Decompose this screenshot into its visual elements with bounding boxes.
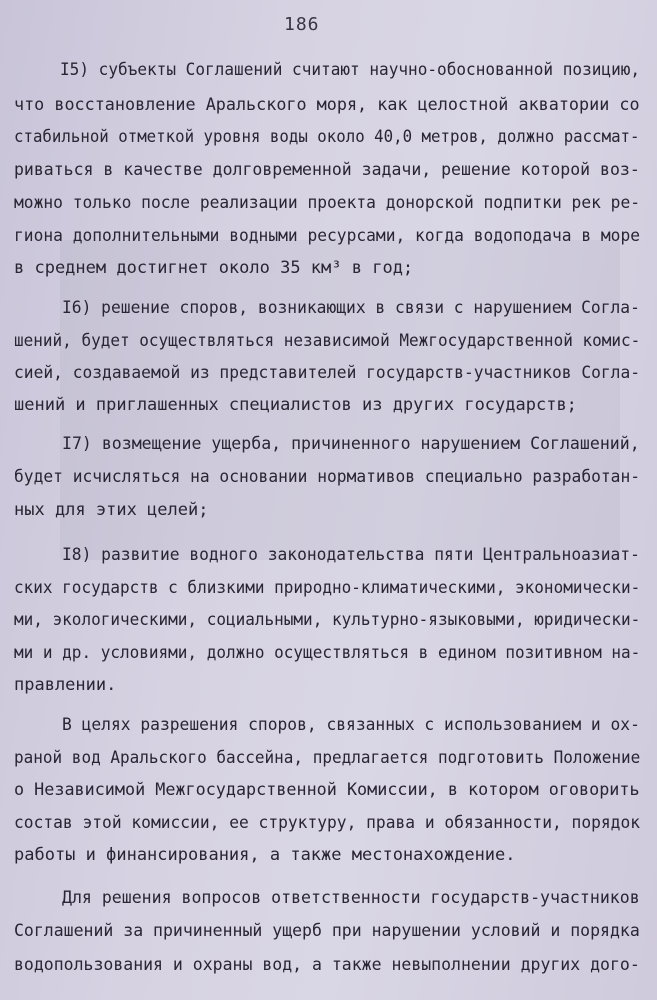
text-line: ских государств с близкими природно-климатическими, экономически- (14, 578, 641, 598)
text-line: I8) развитие водного законодательства пяти Центральноазиат- (62, 545, 640, 565)
text-line: водопользования и охраны вод, а также невыполнении других дого- (14, 955, 640, 975)
text-line: правлении. (14, 675, 117, 695)
text-line: ных для этих целей; (14, 500, 209, 520)
text-line: стабильной отметкой уровня воды около 40,0 метров, должно рассмат- (14, 127, 640, 147)
text-line: ми, экологическими, социальными, культурно-языковыми, юридически- (14, 610, 641, 630)
text-line: В целях разрешения споров, связанных с использованием и ох- (62, 715, 640, 735)
text-line: состав этой комиссии, ее структуру, права и обязанности, порядок (14, 813, 641, 833)
text-line: что восстановление Аральского моря, как целостной акватории со (14, 95, 640, 115)
text-line: сией, создаваемой из представителей государств-участников Согла- (14, 363, 641, 383)
text-line: I6) решение споров, возникающих в связи с нарушением Согла- (62, 298, 640, 318)
text-line: о Независимой Межгосударственной Комиссии, в котором оговорить (14, 780, 640, 800)
text-line: будет исчисляться на основании нормативов специально разработан- (14, 467, 641, 487)
text-line: шений и приглашенных специалистов из других государств; (14, 395, 577, 415)
text-line: I7) возмещение ущерба, причиненного нарушением Соглашений, (62, 434, 640, 454)
text-line: можно только после реализации проекта донорской подпитки рек ре- (14, 193, 641, 213)
text-line: ми и др. условиями, должно осуществляться в едином позитивном на- (14, 643, 641, 663)
text-line: гиона дополнительными водными ресурсами, когда водоподача в море (14, 226, 641, 246)
text-line: Для решения вопросов ответственности государств-участников (62, 888, 640, 908)
text-line: работы и финансирования, а также местонахождение. (14, 845, 516, 865)
page-number: 186 (284, 14, 320, 35)
text-line: в среднем достигнет около 35 км³ в год; (14, 258, 414, 278)
text-line: шений, будет осуществляться независимой Межгосударственной комис- (14, 331, 641, 351)
text-line: риваться в качестве долговременной задачи, решение которой воз- (14, 160, 640, 180)
text-line: I5) субъекты Соглашений считают научно-обоснованной позицию, (60, 60, 641, 80)
text-line: раной вод Аральского бассейна, предлагается подготовить Положение (14, 748, 641, 768)
text-line: Соглашений за причиненный ущерб при нарушении условий и порядка (14, 921, 640, 941)
